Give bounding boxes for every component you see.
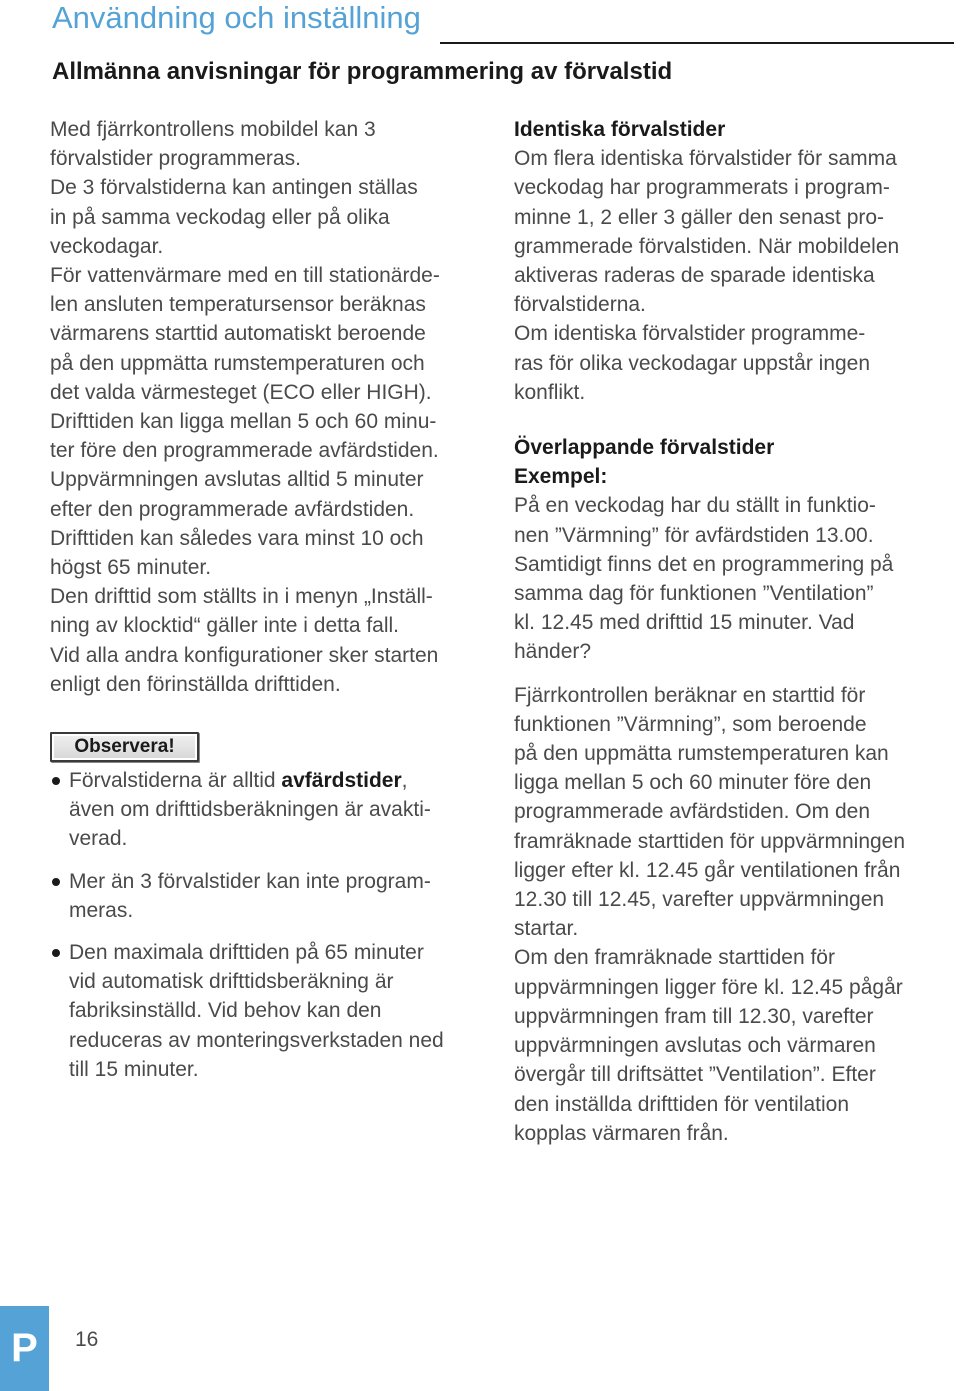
text-line: De 3 förvalstiderna kan antingen ställas (50, 176, 418, 200)
text-line: Samtidigt finns det en programmering på (514, 552, 894, 576)
identical-heading: Identiska förvalstider (514, 118, 726, 141)
text-line: programmerade avfärdstiden. Om den (514, 800, 871, 824)
text-line: efter den programmerade avfärdstiden. (50, 497, 415, 521)
text-line: till 15 minuter. (69, 1057, 199, 1081)
text-line: grammerade förvalstiden. När mobildelen (514, 234, 900, 258)
page-number: 16 (75, 1328, 99, 1351)
text-line: händer? (514, 640, 592, 664)
text-line: även om drifttidsberäkningen är avakti- (69, 798, 431, 822)
text-line: startar. (514, 917, 579, 941)
text-line: Den drifttid som ställts in i menyn „Inställ- (50, 585, 433, 609)
notes-list (50, 766, 495, 1084)
text-line: övergår till driftsättet ”Ventilation”. Efter (514, 1063, 876, 1087)
text-line: samma dag för funktionen ”Ventilation” (514, 582, 874, 606)
list-item (50, 938, 495, 1084)
text-line: uppvärmningen ligger före kl. 12.45 pågår (514, 975, 903, 999)
text-line: kl. 12.45 med drifttid 15 minuter. Vad (514, 611, 855, 635)
text-line: meras. (69, 898, 134, 922)
list-item (50, 766, 495, 854)
text-line: Förvalstiderna är alltid avfärdstider, (69, 769, 408, 793)
text-line: högst 65 minuter. (50, 556, 212, 580)
text-line: För vattenvärmare med en till stationärde- (50, 264, 440, 288)
text-line: Den maximala drifttiden på 65 minuter (69, 941, 424, 965)
page-title: Användning och inställning (52, 0, 421, 35)
text-line: ligga mellan 5 och 60 minuter före den (514, 771, 872, 795)
text-line: Med fjärrkontrollens mobildel kan 3 (50, 118, 376, 141)
text-line: fabriksinställd. Vid behov kan den (69, 999, 382, 1023)
text-line: Fjärrkontrollen beräknar en starttid för (514, 683, 866, 707)
text-line: Drifttiden kan således vara minst 10 och (50, 526, 424, 550)
intro-paragraph (50, 115, 495, 699)
text-line: förvalstider programmeras. (50, 147, 301, 171)
text-line: reduceras av monteringsverkstaden ned (69, 1028, 444, 1052)
text-line: ras för olika veckodagar uppstår ingen (514, 351, 871, 375)
text-line: veckodag har programmerats i program- (514, 176, 890, 200)
text-line: minne 1, 2 eller 3 gäller den senast pro- (514, 205, 885, 229)
example-label: Exempel: (514, 465, 608, 489)
text-line: den inställda drifttiden för ventilation (514, 1092, 850, 1116)
text-line: Mer än 3 förvalstider kan inte program- (69, 869, 431, 893)
text-line: Om identiska förvalstider programme- (514, 322, 866, 346)
list-item (50, 867, 495, 925)
text-line: funktionen ”Värmning”, som beroende (514, 712, 867, 736)
text-line: ter före den programmerade avfärdstiden. (50, 439, 439, 463)
title-divider (440, 42, 954, 44)
identical-section (514, 115, 958, 407)
text-line: Om den framräknade starttiden för (514, 946, 835, 970)
text-line: Vid alla andra konfigurationer sker starten (50, 643, 439, 667)
text-line: På en veckodag har du ställt in funktio- (514, 494, 876, 518)
text-line: på den uppmätta rumstemperaturen kan (514, 742, 889, 766)
text-line: veckodagar. (50, 234, 164, 258)
text-line: det valda värmesteget (ECO eller HIGH). (50, 380, 432, 404)
text-line: verad. (69, 827, 128, 851)
overlap-heading: Överlappande förvalstider (514, 436, 775, 460)
section-subtitle: Allmänna anvisningar för programmering av förvalstid (52, 58, 673, 85)
text-line: ning av klocktid“ gäller inte i detta fall. (50, 614, 400, 638)
text-line: aktiveras raderas de sparade identiska (514, 264, 875, 288)
observera-label: Observera! (50, 732, 199, 762)
text-line: Uppvärmningen avslutas alltid 5 minuter (50, 468, 424, 492)
text-line: ligger efter kl. 12.45 går ventilationen från (514, 858, 901, 882)
text-line: på den uppmätta rumstemperaturen och (50, 351, 425, 375)
overlap-section (514, 433, 958, 1148)
text-line: in på samma veckodag eller på olika (50, 205, 390, 229)
text-line: enligt den förinställda drifttiden. (50, 672, 341, 696)
text-line: nen ”Värmning” för avfärdstiden 13.00. (514, 523, 874, 547)
text-line: Drifttiden kan ligga mellan 5 och 60 minu- (50, 410, 437, 434)
right-column (514, 115, 958, 1148)
text-line: uppvärmningen avslutas och värmaren (514, 1034, 876, 1058)
text-line: värmarens starttid automatiskt beroende (50, 322, 426, 346)
text-line: uppvärmningen fram till 12.30, varefter (514, 1004, 874, 1028)
text-line: 12.30 till 12.45, varefter uppvärmningen (514, 888, 885, 912)
text-line: förvalstiderna. (514, 293, 646, 317)
text-line: kopplas värmaren från. (514, 1121, 729, 1145)
text-line: Om flera identiska förvalstider för samma (514, 147, 897, 171)
text-line: konflikt. (514, 380, 586, 404)
text-line: vid automatisk drifttidsberäkning är (69, 970, 394, 994)
language-tab: P (0, 1306, 49, 1391)
emphasis-text: avfärdstider (281, 769, 402, 793)
left-column (50, 115, 495, 1097)
text-line: framräknade starttiden för uppvärmningen (514, 829, 906, 853)
text-line: len ansluten temperatursensor beräknas (50, 293, 426, 317)
